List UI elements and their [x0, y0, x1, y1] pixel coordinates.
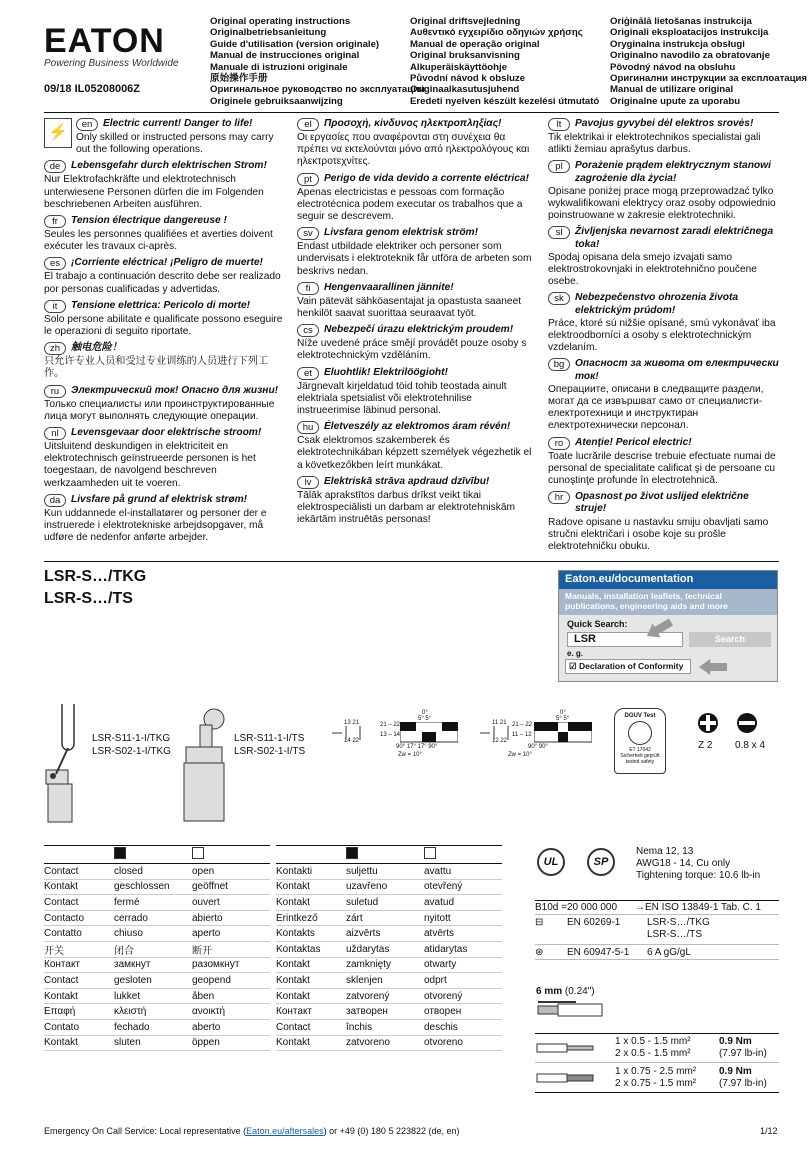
language-code: pl	[548, 160, 570, 173]
safety-title: Eluohtlik! Elektrilöögioht!	[324, 366, 448, 378]
safety-column-2	[297, 118, 535, 530]
documentation-subtitle: Manuals, installation leaflets, technical publications, engineering aids and more	[559, 589, 777, 615]
contact-row	[276, 926, 502, 942]
safety-section-da	[44, 494, 286, 545]
safety-body: Tālāk aprakstītos darbus drīkst veikt tikai elektrospeciālisti un darbam ar elektrotehniskām iekārtām instruētās personas!	[297, 489, 516, 526]
brand-tagline: Powering Business Worldwide	[44, 58, 179, 69]
open-term: åben	[192, 990, 215, 1002]
safety-body: Práce, ktoré sú nižšie opísané, smú vykonávať iba elektroodborníci a osoby s elektrotechnickým vzdelaním.	[548, 317, 776, 354]
dguv-test-seal: DGUV Test ET 17042 Sicherheit geprüft tested safety	[614, 708, 666, 774]
safety-body: El trabajo a continuación descrito debe ser realizado por personas cualificadas y advertidas.	[44, 271, 281, 295]
safety-section-zh	[44, 342, 286, 380]
contact-arrow-icon: ⊛	[535, 946, 544, 958]
contact-state-table-right	[276, 845, 502, 1051]
check-icon: ☑	[569, 661, 579, 671]
closed-term: uzavřeno	[346, 881, 388, 893]
footer-emergency-service: Emergency On Call Service: Local representative (Eaton.eu/aftersales) or +49 (0) 180 5 223822 (de, en)	[44, 1126, 460, 1136]
closed-term: fermé	[114, 896, 140, 908]
safety-title: Perigo de vida devido a corrente eléctrica!	[324, 172, 529, 184]
open-term: otevřený	[424, 881, 463, 893]
safety-body: Toate lucrările descrise trebuie efectuate numai de personal de specialitate calificat şi de persoane cu cunoştinţe profunde în electrotehnică.	[548, 450, 776, 487]
safety-section-bg	[548, 358, 780, 432]
safety-section-sl	[548, 226, 780, 288]
language-code: ru	[44, 385, 66, 398]
header-titles-col1: Original operating instructions Originalbetriebsanleitung Guide d'utilisation (version originale) Manual de instrucciones original Manuale di istruzioni originale 原始操作手册 Оригинальное руководство по эксплуатации Originele gebruiksaanwijzing	[210, 16, 425, 107]
contact-term: Kontakt	[276, 896, 310, 908]
open-state-icon	[192, 847, 204, 859]
safety-column-1	[44, 118, 286, 548]
contact-row	[44, 895, 270, 911]
closed-term: затворен	[346, 1006, 388, 1018]
safety-section-de	[44, 160, 286, 211]
closed-state-icon	[114, 847, 126, 859]
pozidriv-screw-icon	[697, 712, 719, 734]
safety-body: Opisane poniżej prace mogą przeprowadzać tylko wykwalifikowani elektrycy oraz osoby odpowiednio poinstruowane w zakresie elektrotechniki.	[548, 185, 776, 222]
contact-row	[276, 1004, 502, 1020]
contact-term: Kontakt	[44, 881, 78, 893]
model-list-tkg: LSR-S11-1-I/TKG LSR-S02-1-I/TKG	[92, 733, 171, 757]
open-term: atvērts	[424, 928, 455, 940]
open-term: open	[192, 865, 215, 877]
contact-term: Контакт	[276, 1006, 313, 1018]
safety-body: Apenas electricistas e pessoas com formação electrotécnica podem executar os trabalhos que a seguir se descrevem.	[297, 186, 523, 223]
safety-section-et	[297, 367, 535, 418]
safety-section-nl	[44, 427, 286, 490]
page-number: 1/12	[760, 1126, 778, 1136]
contact-term: Контакт	[44, 959, 81, 971]
safety-section-hr	[548, 491, 780, 553]
language-code: sv	[297, 227, 319, 240]
safety-section-ru	[44, 385, 286, 423]
safety-section-pl	[548, 160, 780, 222]
contact-diagram-2: 11 21 12 22 0° 5° 5° 21 – 22 11 – 12 90° 90° Zw = 10°	[478, 712, 608, 772]
safety-section-lv	[297, 476, 535, 527]
contact-row	[276, 942, 502, 958]
safety-title: Tensione elettrica: Pericolo di morte!	[71, 299, 251, 311]
open-term: öppen	[192, 1037, 220, 1049]
contact-term: Contact	[44, 896, 79, 908]
open-term: aperto	[192, 928, 221, 940]
open-term: otwarty	[424, 959, 457, 971]
strip-length: 6 mm (0.24")	[536, 986, 595, 997]
open-term: отворен	[424, 1006, 462, 1018]
language-code: de	[44, 160, 66, 173]
safety-title: Electric current! Danger to life!	[103, 118, 253, 129]
open-term: ouvert	[192, 896, 220, 908]
safety-title: Elektriskā strāva apdraud dzīvību!	[324, 475, 490, 487]
language-code: nl	[44, 427, 66, 440]
closed-term: closed	[114, 865, 143, 877]
language-code: fr	[44, 215, 66, 228]
safety-section-fi	[297, 282, 535, 320]
header-divider	[44, 112, 779, 113]
contact-row	[44, 989, 270, 1005]
contact-term: Contato	[44, 1021, 80, 1033]
contact-row	[276, 864, 502, 880]
contact-row	[44, 958, 270, 974]
open-term: atidarytas	[424, 943, 468, 955]
wire-strip-drawing	[536, 998, 606, 1022]
safety-title: Nebezpečí úrazu elektrickým proudem!	[324, 324, 514, 336]
safety-section-en	[44, 118, 286, 156]
closed-term: gesloten	[114, 974, 152, 986]
contact-row	[44, 1036, 270, 1052]
contact-term: Kontakt	[44, 990, 78, 1002]
safety-title: Электрический ток! Опасно для жизни!	[71, 384, 279, 396]
safety-body: Uitsluitend deskundigen in elektriciteit en elektrotechnisch geïnstrueerde personen is het toegestaan, de navolgend beschreven werkzaamheden uit te voeren.	[44, 441, 256, 489]
safety-title: Opasnost po život uslijed električne struje!	[575, 491, 749, 515]
safety-body: Только специалисты или проинструктированные лица могут выполнять следующие операции.	[44, 398, 275, 422]
language-code: fi	[297, 282, 319, 295]
language-code: bg	[548, 358, 570, 371]
language-code: es	[44, 257, 66, 270]
safety-title: Nebezpečenstvo ohrozenia života elektrickým prúdom!	[575, 292, 739, 316]
slotted-size: 0.8 x 4	[735, 740, 766, 751]
wire-ferrule-icon	[535, 1038, 615, 1058]
safety-title: ¡Corriente eléctrica! ¡Peligro de muerte!	[71, 257, 263, 269]
safety-title: Lebensgefahr durch elektrischen Strom!	[71, 160, 267, 172]
closed-term: chiuso	[114, 928, 143, 940]
open-term: otvorený	[424, 990, 463, 1002]
open-term: avattu	[424, 865, 452, 877]
aftersales-link[interactable]: Eaton.eu/aftersales	[246, 1126, 324, 1136]
contact-term: Kontakt	[276, 959, 310, 971]
language-code: et	[297, 367, 319, 380]
safety-body: Csak elektromos szakemberek és elektrotechnikában képzett személyek végezhetik el a következőkben leírt munkákat.	[297, 435, 532, 471]
lever-switch-drawing	[40, 700, 100, 825]
safety-title: Pavojus gyvybei dėl elektros srovės!	[575, 118, 754, 129]
fuse-icon: ⊟	[535, 917, 544, 928]
safety-section-sk	[548, 292, 780, 354]
contact-term: Contact	[44, 865, 79, 877]
language-code: pt	[297, 173, 319, 186]
safety-body: Níže uvedené práce smějí provádět pouze osoby s elektrotechnickým vzděláním.	[297, 338, 527, 362]
contact-row	[44, 942, 270, 958]
safety-body: Only skilled or instructed persons may carry out the following operations.	[76, 132, 274, 156]
safety-title: Hengenvaarallinen jännite!	[324, 281, 454, 293]
open-term: deschis	[424, 1021, 458, 1033]
contact-term: Kontaktas	[276, 943, 321, 955]
contact-term: Kontakt	[44, 1037, 78, 1049]
pozidriv-size: Z 2	[698, 740, 713, 751]
safety-title: 触电危险！	[71, 342, 122, 354]
eaton-logo: EATON	[44, 22, 165, 60]
closed-state-icon	[346, 847, 358, 859]
safety-column-3	[548, 118, 780, 557]
contact-term: 开关	[44, 945, 64, 957]
contact-term: Kontakt	[276, 990, 310, 1002]
spec-table: B10d =20 000 000 → EN ISO 13849-1 Tab. C. 1 ⊟ EN 60269-1 LSR-S…/TKG LSR-S…/TS ⊛ EN 60947-5-1 6 A gG/gL	[535, 900, 779, 960]
closed-term: κλειστή	[114, 1006, 147, 1018]
language-code: ro	[548, 437, 570, 450]
safety-section-lt	[548, 118, 780, 156]
safety-body: Οι εργασίες που αναφέρονται στη συνέχεια θα πρέπει να εκτελούνται μόνο από ηλεκτρολόγους και ηλεκτροτεχνίτες.	[297, 132, 530, 168]
language-code: sk	[548, 292, 570, 305]
safety-title: Опасност за живота от електрически ток!	[575, 358, 779, 382]
closed-term: cerrado	[114, 912, 148, 924]
documentation-link[interactable]: Eaton.eu/documentation	[559, 571, 777, 589]
safety-title: Életveszély az elektromos áram révén!	[324, 421, 511, 433]
safety-title: Levensgevaar door elektrische stroom!	[71, 427, 262, 439]
contact-term: Kontakti	[276, 865, 313, 877]
safety-body: 只允许专业人员和受过专业训练的人员进行下列工作。	[44, 356, 269, 380]
safety-section-fr	[44, 215, 286, 253]
language-code: hr	[548, 491, 570, 504]
safety-section-es	[44, 257, 286, 295]
language-code: el	[297, 118, 319, 131]
ul-certification-icon: UL	[537, 848, 565, 876]
contact-row	[44, 911, 270, 927]
contact-term: Kontakt	[276, 881, 310, 893]
language-code: da	[44, 494, 66, 507]
contact-diagram-1: 13 21 14 22 0° 5° 5° 21 – 22 13 – 14 90° 17° 17° 90° Zw = 10°	[330, 712, 460, 772]
safety-divider	[44, 561, 779, 562]
safety-section-cs	[297, 324, 535, 362]
contact-state-table-left	[44, 845, 270, 1051]
arrow-pointer-icon	[699, 659, 727, 675]
product-title: LSR-S…/TKG LSR-S…/TS	[44, 568, 147, 607]
safety-title: Tension électrique dangereuse !	[71, 215, 227, 227]
closed-term: 闭合	[114, 945, 134, 957]
header-titles-col2: Original driftsvejledning Αυθεντικό εγχειρίδιο οδηγιών χρήσης Manual de operação original Original bruksanvisning Alkuperäiskäyttöohje Původní návod k obsluze Originaalkasutusjuhend Eredeti nyelven készült kezelési útmutató	[410, 16, 600, 107]
open-term: 断开	[192, 945, 212, 957]
closed-term: zatvoreno	[346, 1037, 390, 1049]
open-term: ανοικτή	[192, 1006, 226, 1018]
contact-row	[276, 1020, 502, 1036]
safety-body: Tik elektrikai ir elektrotechnikos specialistai gali atlikti žemiau aprašytus darbus.	[548, 132, 761, 156]
quick-search-label: Quick Search:	[567, 619, 628, 629]
contact-row	[276, 958, 502, 974]
contact-term: Kontakt	[276, 1037, 310, 1049]
documentation-box	[558, 570, 778, 682]
certification-details: Nema 12, 13 AWG18 - 14, Cu only Tightening torque: 10.6 lb-in	[636, 846, 761, 881]
open-term: otvoreno	[424, 1037, 463, 1049]
safety-body: Seules les personnes qualifiées et averties doivent exécuter les travaux ci-après.	[44, 229, 273, 253]
language-code: en	[76, 118, 98, 131]
closed-term: aizvērts	[346, 928, 381, 940]
language-code: lt	[548, 118, 570, 131]
electrician-warning-icon: ⚡	[44, 118, 72, 148]
header-titles-col3: Oriģinālā lietošanas instrukcija Originali eksploatacijos instrukcija Oryginalna instrukcja obsługi Originalno navodilo za obratovanje Pôvodný návod na obsluhu Оригинални инструкции за експлоатация Manual de utilizare original Originalne upute za uporabu	[610, 16, 808, 107]
closed-term: замкнут	[114, 959, 151, 971]
safety-section-it	[44, 300, 286, 338]
arrow-right-icon: →	[635, 902, 645, 913]
contact-row	[276, 973, 502, 989]
safety-body: Vain pätevät sähköasentajat ja opastusta saaneet henkilöt saavat suorittaa seuraavat työt.	[297, 295, 522, 320]
csa-certification-icon: SP	[587, 848, 615, 876]
safety-body: Radove opisane u nastavku smiju obavljati samo stručni električari i osobe koje su prošle elektrotehničku obuku.	[548, 516, 769, 553]
contact-term: Επαφή	[44, 1006, 76, 1018]
contact-term: Contacto	[44, 912, 85, 924]
open-term: geöffnet	[192, 881, 228, 893]
contact-term: Kontakt	[276, 974, 310, 986]
safety-title: Življenjska nevarnost zaradi električnega toka!	[575, 226, 774, 250]
safety-section-el	[297, 118, 535, 169]
contact-row	[276, 911, 502, 927]
document-number: 09/18 IL05208006Z	[44, 83, 141, 95]
safety-title: Livsfare på grund af elektrisk strøm!	[71, 493, 248, 505]
safety-title: Atenţie! Pericol electric!	[575, 436, 692, 448]
model-list-ts: LSR-S11-1-I/TS LSR-S02-1-I/TS	[234, 733, 306, 757]
roller-switch-drawing	[180, 705, 230, 823]
contact-row	[276, 1036, 502, 1052]
closed-term: închis	[346, 1021, 373, 1033]
closed-term: sluten	[114, 1037, 141, 1049]
open-state-icon	[424, 847, 436, 859]
closed-term: sklenjen	[346, 974, 383, 986]
closed-term: zatvorený	[346, 990, 390, 1002]
closed-term: zárt	[346, 912, 363, 924]
safety-section-hu	[297, 421, 535, 472]
open-term: geopend	[192, 974, 231, 986]
open-term: odprt	[424, 974, 447, 986]
contact-row	[276, 895, 502, 911]
safety-title: Livsfara genom elektrisk ström!	[324, 227, 479, 239]
safety-body: Kun uddannede el-installatører og personer der e instruerede i elektrotekniske arbejdsopgaver, må udføre de nedenfor anførte arbejder.	[44, 507, 267, 544]
declaration-of-conformity-link[interactable]: ☑ Declaration of Conformity	[565, 659, 691, 674]
safety-body: Nur Elektrofachkräfte und elektrotechnisch unterwiesene Personen dürfen die im Folgenden beschriebenen Arbeiten ausführen.	[44, 174, 264, 210]
closed-term: fechado	[114, 1021, 150, 1033]
safety-body: Endast utbildade elektriker och personer som undervisats i elektroteknik får utföra de arbeten som beskrivs nedan.	[297, 241, 532, 277]
contact-term: Contact	[276, 1021, 311, 1033]
open-term: abierto	[192, 912, 223, 924]
contact-row	[44, 1020, 270, 1036]
contact-row	[276, 989, 502, 1005]
safety-section-pt	[297, 173, 535, 224]
language-code: zh	[44, 342, 66, 355]
contact-row	[276, 880, 502, 896]
safety-section-ro	[548, 437, 780, 488]
wire-ferrule-icon	[535, 1068, 615, 1088]
safety-title: Προσοχή, κίνδυνος ηλεκτροπληξίας!	[324, 118, 502, 129]
closed-term: lukket	[114, 990, 141, 1002]
open-term: aberto	[192, 1021, 221, 1033]
search-button[interactable]: Search	[689, 632, 771, 647]
contact-term: Contact	[44, 974, 79, 986]
safety-body: Solo persone abilitate e qualificate possono eseguire le operazioni di seguito riportate.	[44, 313, 283, 338]
open-term: avatud	[424, 896, 455, 908]
safety-section-sv	[297, 227, 535, 278]
safety-body: Järgnevalt kirjeldatud töid tohib teostada ainult elektriala spetsialist või elektrotehnilise instrueerimise läbinud personal.	[297, 380, 507, 417]
contact-row	[44, 926, 270, 942]
safety-body: Spodaj opisana dela smejo izvajati samo elektrostrokovnjaki in elektrotehnično poučene osebe.	[548, 251, 757, 288]
safety-body: Операциите, описани в следващите раздели, могат да се извършват само от специалисти-електротехници и инструктиран електротехнически персонал.	[548, 383, 764, 432]
example-label: e. g.	[567, 649, 584, 658]
contact-term: Érintkező	[276, 912, 318, 924]
search-input[interactable]: LSR	[567, 632, 683, 647]
closed-term: geschlossen	[114, 881, 170, 893]
contact-row	[44, 864, 270, 880]
closed-term: suletud	[346, 896, 379, 908]
closed-term: zamknięty	[346, 959, 392, 971]
safety-title: Porażenie prądem elektrycznym stanowi zagrożenie dla życia!	[575, 160, 771, 184]
contact-row	[44, 1004, 270, 1020]
closed-term: suljettu	[346, 865, 378, 877]
language-code: cs	[297, 324, 319, 337]
contact-term: Kontakts	[276, 928, 315, 940]
wiring-table: 1 x 0.5 - 1.5 mm² 2 x 0.5 - 1.5 mm² 0.9 Nm (7.97 lb-in) 1 x 0.75 - 2.5 mm² 2 x 0.75 - 1.5 mm² 0.9 Nm (7.97 lb-in)	[535, 1033, 779, 1093]
language-code: hu	[297, 421, 319, 434]
contact-term: Contatto	[44, 928, 82, 940]
open-term: разомкнут	[192, 959, 240, 971]
closed-term: uždarytas	[346, 943, 390, 955]
slotted-screw-icon	[736, 712, 758, 734]
open-term: nyitott	[424, 912, 451, 924]
contact-row	[44, 973, 270, 989]
language-code: lv	[297, 476, 319, 489]
language-code: it	[44, 300, 66, 313]
contact-row	[44, 880, 270, 896]
language-code: sl	[548, 226, 570, 239]
